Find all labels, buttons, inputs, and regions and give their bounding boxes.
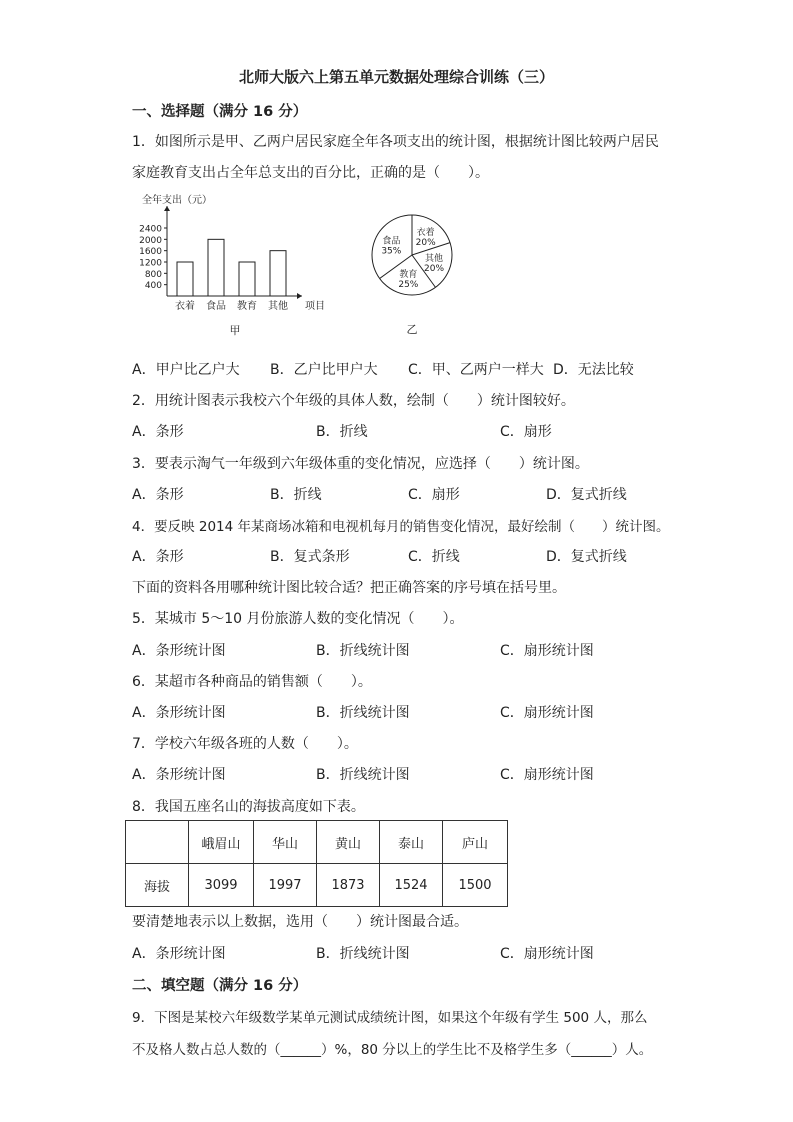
- table-header-cell: [126, 821, 189, 864]
- q2-option-a[interactable]: A．条形: [132, 424, 184, 440]
- question-2: 2．用统计图表示我校六个年级的具体人数，绘制（ ）统计图较好。: [132, 393, 575, 409]
- question-8-prompt: 要清楚地表示以上数据，选用（ ）统计图最合适。: [132, 914, 468, 930]
- q3-option-b[interactable]: B．折线: [270, 487, 322, 503]
- q7-option-c[interactable]: C．扇形统计图: [500, 767, 594, 783]
- section-heading-choice: 一、选择题（满分 16 分）: [132, 104, 308, 120]
- q8-option-c[interactable]: C．扇形统计图: [500, 946, 594, 962]
- q5-option-b[interactable]: B．折线统计图: [316, 643, 410, 659]
- y-tick-label: 2000: [139, 235, 162, 246]
- bar: [270, 251, 286, 296]
- table-cell: 3099: [189, 864, 254, 907]
- table-cell: 1997: [254, 864, 317, 907]
- question-6: 6．某超市各种商品的销售额（ ）。: [132, 674, 372, 690]
- x-tick-label: 教育: [237, 301, 257, 312]
- bar: [177, 262, 193, 296]
- q7-option-a[interactable]: A．条形统计图: [132, 767, 226, 783]
- q2-option-c[interactable]: C．扇形: [500, 424, 552, 440]
- y-tick-label: 1200: [139, 258, 162, 269]
- x-tick-label: 其他: [268, 301, 288, 312]
- q5-option-a[interactable]: A．条形统计图: [132, 643, 226, 659]
- pie-chart-yi: [362, 205, 462, 340]
- q3-option-d[interactable]: D．复式折线: [546, 487, 627, 503]
- mountain-altitude-table: [125, 820, 508, 907]
- x-tick-label: 食品: [206, 301, 226, 312]
- question-5: 5．某城市 5～10 月份旅游人数的变化情况（ ）。: [132, 611, 464, 627]
- question-7: 7．学校六年级各班的人数（ ）。: [132, 736, 358, 752]
- q4-option-a[interactable]: A．条形: [132, 549, 184, 565]
- q2-option-b[interactable]: B．折线: [316, 424, 368, 440]
- q3-option-c[interactable]: C．扇形: [408, 487, 460, 503]
- q6-option-a[interactable]: A．条形统计图: [132, 705, 226, 721]
- q6-option-b[interactable]: B．折线统计图: [316, 705, 410, 721]
- bar-chart-jia: [130, 190, 345, 350]
- question-4: 4．要反映 2014 年某商场冰箱和电视机每月的销售变化情况，最好绘制（ ）统计图。: [132, 519, 670, 535]
- question-8: 8．我国五座名山的海拔高度如下表。: [132, 799, 365, 815]
- question-9-line-2: 不及格人数占总人数的（______）%，80 分以上的学生比不及格学生多（______）人。: [132, 1042, 653, 1058]
- q8-option-a[interactable]: A．条形统计图: [132, 946, 226, 962]
- q3-option-a[interactable]: A．条形: [132, 487, 184, 503]
- q4-option-d[interactable]: D．复式折线: [546, 549, 627, 565]
- y-axis-arrow: [164, 206, 170, 211]
- bar: [239, 262, 255, 296]
- x-axis-label: 项目: [305, 301, 325, 312]
- q8-option-b[interactable]: B．折线统计图: [316, 946, 410, 962]
- question-1-line-1: 1．如图所示是甲、乙两户居民家庭全年各项支出的统计图，根据统计图比较两户居民: [132, 134, 659, 150]
- table-header-row: [126, 821, 508, 864]
- q1-option-c[interactable]: C．甲、乙两户一样大: [408, 362, 544, 378]
- pie-slice-percent: 35%: [381, 246, 402, 257]
- pie-slice-percent: 20%: [415, 238, 436, 249]
- table-header-cell: 黄山: [317, 821, 380, 864]
- table-row: [126, 864, 508, 907]
- y-tick-label: 800: [144, 269, 162, 280]
- q4-option-c[interactable]: C．折线: [408, 549, 460, 565]
- q1-option-d[interactable]: D．无法比较: [553, 362, 634, 378]
- q7-option-b[interactable]: B．折线统计图: [316, 767, 410, 783]
- y-tick-label: 400: [144, 281, 162, 292]
- q5-option-c[interactable]: C．扇形统计图: [500, 643, 594, 659]
- y-tick-label: 2400: [139, 224, 162, 235]
- pie-slice-label: 教育: [399, 269, 418, 280]
- table-cell: 1873: [317, 864, 380, 907]
- x-axis-arrow: [297, 293, 302, 299]
- q6-option-c[interactable]: C．扇形统计图: [500, 705, 594, 721]
- question-9-line-1: 9．下图是某校六年级数学某单元测试成绩统计图，如果这个年级有学生 500 人，那么: [132, 1010, 648, 1026]
- intro-instruction: 下面的资料各用哪种统计图比较合适？把正确答案的序号填在括号里。: [132, 580, 566, 596]
- y-axis-label: 全年支出（元）: [142, 195, 212, 206]
- table-header-cell: 峨眉山: [189, 821, 254, 864]
- page-title: 北师大版六上第五单元数据处理综合训练（三）: [238, 68, 554, 86]
- chart-caption-jia: 甲: [229, 324, 241, 337]
- table-cell: 1500: [443, 864, 508, 907]
- question-1-line-2: 家庭教育支出占全年总支出的百分比，正确的是（ ）。: [132, 165, 489, 181]
- chart-caption-yi: 乙: [406, 323, 418, 336]
- pie-slice-label: 食品: [382, 236, 401, 247]
- question-3: 3．要表示淘气一年级到六年级体重的变化情况，应选择（ ）统计图。: [132, 456, 589, 472]
- y-tick-label: 1600: [139, 247, 162, 258]
- pie-slice-label: 其他: [425, 254, 444, 265]
- table-cell: 1524: [380, 864, 443, 907]
- pie-slice-percent: 25%: [398, 279, 419, 290]
- bar: [208, 239, 224, 296]
- table-header-cell: 庐山: [443, 821, 508, 864]
- pie-slice-percent: 20%: [424, 264, 445, 275]
- table-row-label: 海拔: [126, 864, 189, 907]
- table-header-cell: 华山: [254, 821, 317, 864]
- q1-option-b[interactable]: B．乙户比甲户大: [270, 362, 378, 378]
- q4-option-b[interactable]: B．复式条形: [270, 549, 350, 565]
- q1-option-a[interactable]: A．甲户比乙户大: [132, 362, 240, 378]
- pie-slice-label: 衣着: [416, 228, 435, 239]
- table-header-cell: 泰山: [380, 821, 443, 864]
- section-heading-fill: 二、填空题（满分 16 分）: [132, 978, 308, 994]
- x-tick-label: 衣着: [175, 301, 195, 312]
